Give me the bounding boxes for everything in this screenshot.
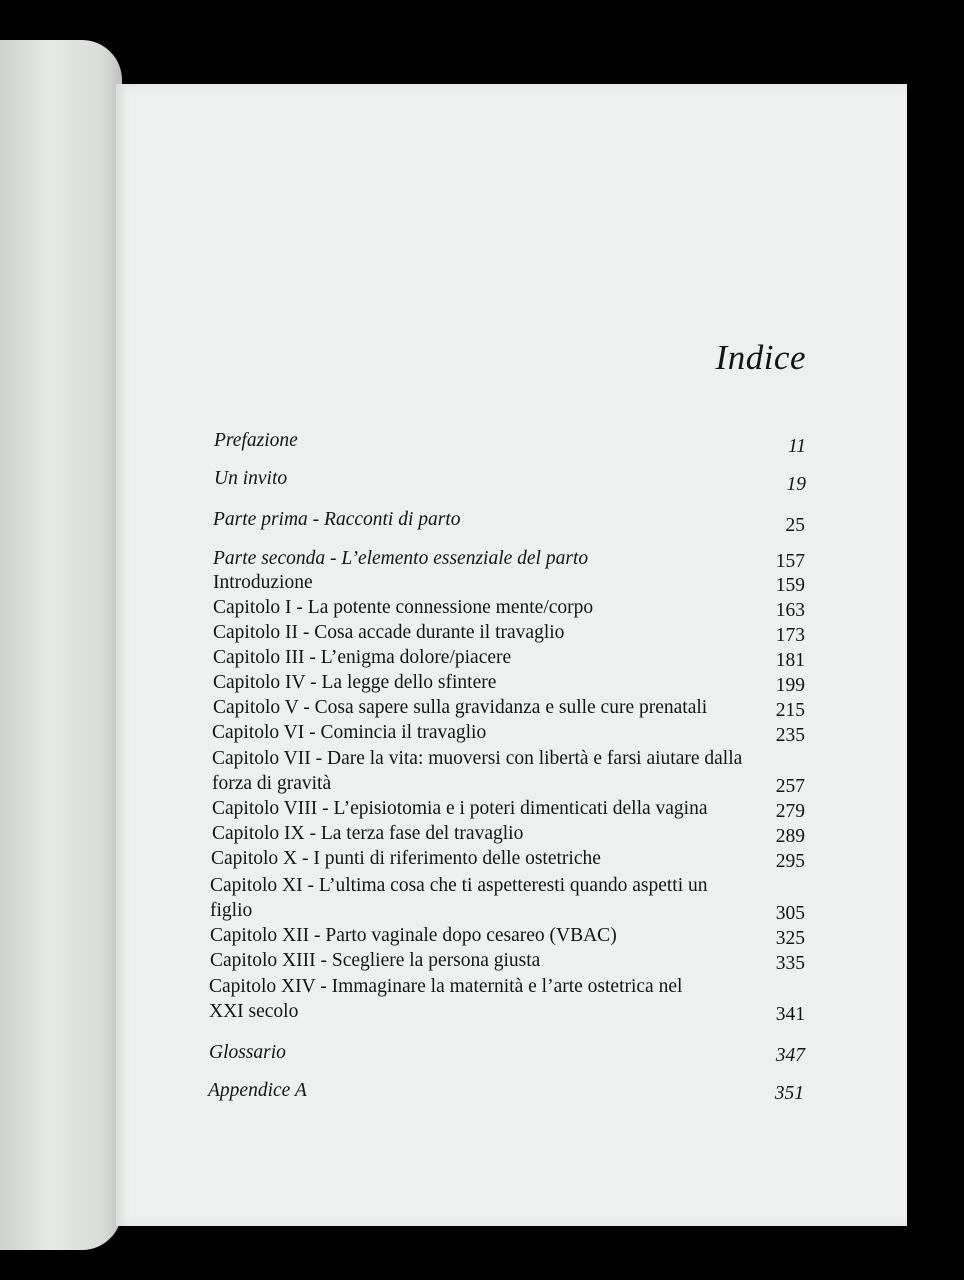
toc-entry	[212, 796, 805, 821]
toc-entry	[208, 1078, 804, 1103]
toc-entry-page: 257	[775, 776, 805, 797]
toc-entry-label: Capitolo VI - Comincia il travaglio	[212, 722, 487, 743]
toc-entry-label: Capitolo XII - Parto vaginale dopo cesareo (VBAC)	[210, 925, 617, 946]
toc-entry-page: 305	[775, 903, 805, 924]
toc-entry-page: 347	[775, 1045, 805, 1066]
toc-entry	[213, 620, 805, 645]
toc-entry-label: Capitolo XIV - Immaginare la maternità e l’arte ostetrica nel XXI secolo	[209, 976, 683, 1022]
toc-entry-label: Prefazione	[214, 430, 298, 451]
toc-entry	[209, 1040, 805, 1065]
toc-entry-label: Capitolo XI - L’ultima cosa che ti aspetteresti quando aspetti un figlio	[210, 875, 708, 921]
toc-entry-label: Capitolo IV - La legge dello sfintere	[213, 672, 497, 693]
toc-entry-label: Capitolo VII - Dare la vita: muoversi con libertà e farsi aiutare dalla forza di gravità	[212, 748, 743, 794]
toc-entry-page: 335	[775, 953, 805, 974]
toc-entry-label: Capitolo II - Cosa accade durante il travaglio	[213, 622, 565, 643]
toc-entry-page: 163	[775, 600, 805, 621]
toc-entry-page: 11	[787, 436, 806, 457]
toc-entry-label: Capitolo IX - La terza fase del travaglio	[212, 823, 524, 844]
toc-entry	[213, 595, 805, 620]
toc-entry	[212, 746, 805, 796]
toc-entry	[214, 428, 806, 457]
toc-entry	[213, 507, 805, 536]
toc-entry-label: Capitolo X - I punti di riferimento delle ostetriche	[211, 848, 601, 869]
toc-entry	[210, 948, 805, 973]
toc-entry	[212, 821, 805, 846]
toc-entry	[214, 466, 806, 495]
toc-entry-label: Glossario	[209, 1042, 286, 1063]
toc-entry	[210, 873, 805, 923]
toc-entry	[213, 695, 805, 720]
toc-entry-page: 235	[775, 725, 805, 746]
toc-entry	[213, 670, 805, 695]
left-page-edge	[0, 40, 122, 1250]
toc-entry	[213, 645, 805, 670]
toc-entry-label: Capitolo XIII - Scegliere la persona giusta	[210, 950, 541, 971]
toc-entry-page: 295	[775, 851, 805, 872]
toc-entry	[212, 720, 805, 745]
toc-entry-label: Introduzione	[213, 572, 313, 593]
toc-entry-label: Capitolo V - Cosa sapere sulla gravidanza e sulle cure prenatali	[213, 697, 708, 718]
toc-entry	[209, 974, 805, 1024]
toc-entry-label: Appendice A	[208, 1080, 307, 1101]
toc-entry	[211, 846, 805, 871]
toc-entry-label: Un invito	[214, 468, 288, 489]
toc-entry-page: 215	[775, 700, 805, 721]
toc-entry-page: 289	[775, 826, 805, 847]
toc-entry-page: 19	[786, 474, 806, 495]
toc-entry-label: Capitolo III - L’enigma dolore/piacere	[213, 647, 512, 668]
page-title: Indice	[715, 338, 806, 377]
toc-entry-page: 341	[775, 1004, 805, 1025]
toc-entry-page: 325	[775, 928, 805, 949]
toc-entry-page: 199	[775, 675, 805, 696]
toc-entry-page: 351	[774, 1083, 804, 1104]
toc-entry	[213, 570, 805, 595]
toc-entry-page: 25	[785, 515, 805, 536]
toc-entry-label: Capitolo VIII - L’episiotomia e i poteri dimenticati della vagina	[212, 798, 708, 819]
toc-entry	[213, 546, 805, 571]
toc-entry-page: 173	[775, 625, 805, 646]
toc-entry-page: 181	[775, 650, 805, 671]
toc-entry-label: Capitolo I - La potente connessione mente/corpo	[213, 597, 594, 618]
toc-entry	[210, 923, 805, 948]
toc-entry-label: Parte seconda - L’elemento essenziale del parto	[213, 548, 589, 569]
toc-entry-page: 159	[775, 575, 805, 596]
toc-entry-label: Parte prima - Racconti di parto	[213, 509, 461, 530]
toc-entry-page: 279	[775, 801, 805, 822]
toc-entry-page: 157	[775, 551, 805, 572]
